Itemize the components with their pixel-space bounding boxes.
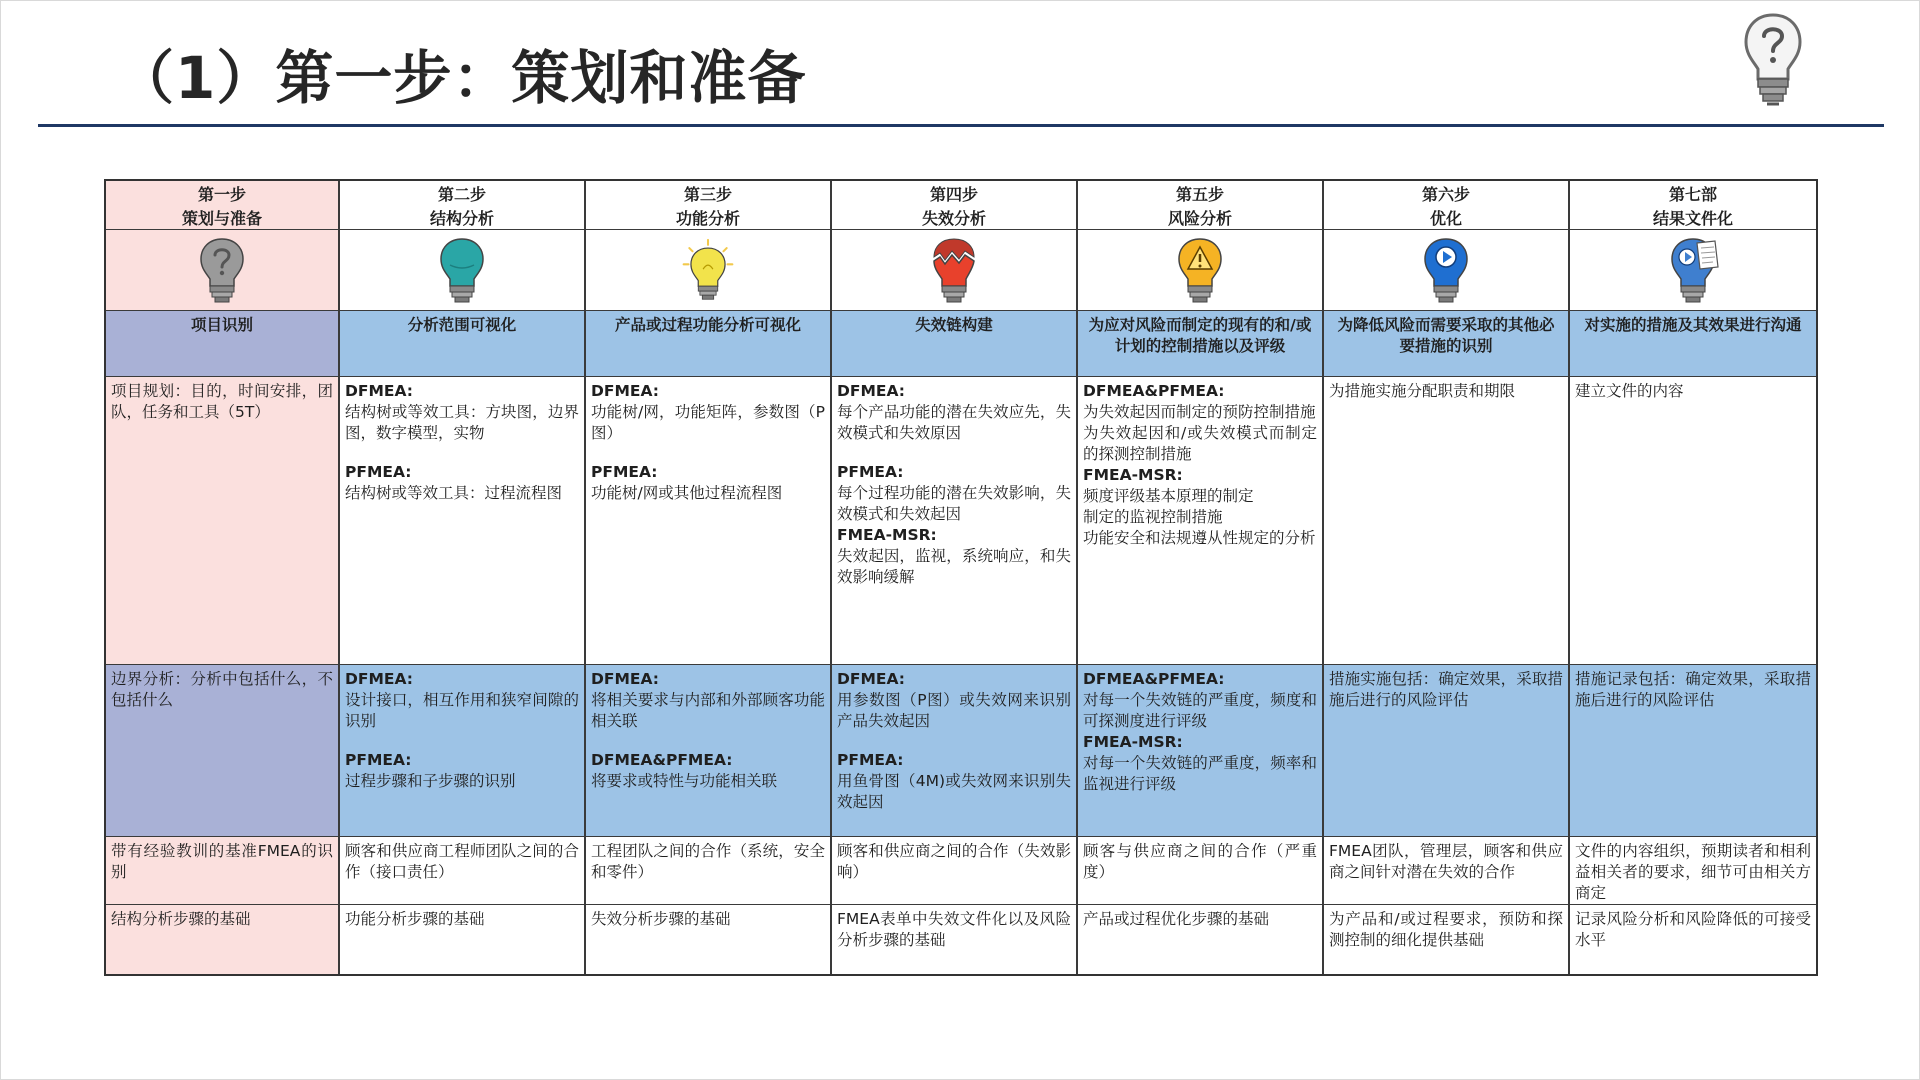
cell-text: 对每一个失效链的严重度，频度和可探测度进行评级 <box>1083 691 1317 730</box>
spacer <box>837 732 1071 750</box>
cell-text: 过程步骤和子步骤的识别 <box>345 772 516 790</box>
table-cell <box>832 905 1078 974</box>
cell-text: 用参数图（P图）或失效网来识别产品失效起因 <box>837 691 1071 730</box>
step-header-text <box>1570 181 1816 229</box>
cell-text: 对每一个失效链的严重度，频率和监视进行评级 <box>1083 754 1317 793</box>
cell-heading: FMEA-MSR: <box>1083 733 1183 751</box>
step-number: 第六步 <box>1421 185 1470 204</box>
cell-text: 带有经验教训的基准FMEA的识别 <box>111 842 333 881</box>
fmea-steps-table <box>104 179 1816 968</box>
cell-heading: PFMEA: <box>591 463 658 481</box>
table-cell <box>340 905 586 974</box>
cell-heading: DFMEA&PFMEA: <box>1083 670 1225 688</box>
cell-text: 设计接口，相互作用和狭窄间隙的识别 <box>345 691 579 730</box>
step-subtitle: 分析范围可视化 <box>407 316 517 334</box>
cell-heading: DFMEA: <box>591 382 659 400</box>
step-number: 第二步 <box>437 185 486 204</box>
cell-text: 结构树或等效工具：过程流程图 <box>345 484 563 502</box>
step-number: 第四步 <box>929 185 978 204</box>
step-subtitle-cell <box>1324 311 1570 377</box>
cell-text: 项目规划：目的，时间安排，团队，任务和工具（5T） <box>111 382 333 421</box>
step-header-text <box>1324 181 1568 229</box>
cell-text: 失效分析步骤的基础 <box>591 910 731 928</box>
step-header-text <box>832 181 1076 229</box>
question-bulb-icon <box>196 235 248 305</box>
spacer <box>345 444 579 462</box>
cell-heading: DFMEA: <box>345 670 413 688</box>
table-cell <box>340 377 586 665</box>
cell-text: 措施实施包括：确定效果，采取措施后进行的风险评估 <box>1329 670 1563 709</box>
step-subtitle: 对实施的措施及其效果进行沟通 <box>1584 316 1802 334</box>
cell-text: 失效起因，监视，系统响应，和失效影响缓解 <box>837 547 1071 586</box>
table-cell <box>1324 377 1570 665</box>
table-cell <box>1570 905 1816 974</box>
table-cell <box>1078 665 1324 837</box>
table-cell <box>1324 837 1570 905</box>
cell-heading: DFMEA&PFMEA: <box>591 751 733 769</box>
cell-text: 每个产品功能的潜在失效应先，失效模式和失效原因 <box>837 403 1071 442</box>
step-icon-cell <box>832 230 1078 311</box>
table-cell <box>586 377 832 665</box>
cell-text: 结构分析步骤的基础 <box>111 910 251 928</box>
spacer <box>591 732 825 750</box>
step-name: 优化 <box>1429 209 1462 228</box>
step-icon-cell <box>1324 230 1570 311</box>
step-subtitle-cell <box>340 311 586 377</box>
cell-heading: DFMEA&PFMEA: <box>1083 382 1225 400</box>
cell-text: 频度评级基本原理的制定 制定的监视控制措施 功能安全和法规遵从性规定的分析 <box>1083 487 1316 547</box>
warning-bulb-icon <box>1174 235 1226 305</box>
cell-text: 每个过程功能的潜在失效影响，失效模式和失效起因 <box>837 484 1071 523</box>
step-name: 策划与准备 <box>181 209 262 228</box>
table-cell <box>1324 665 1570 837</box>
step-icon-cell <box>586 230 832 311</box>
step-subtitle-cell <box>586 311 832 377</box>
cell-text: 为失效起因而制定的预防控制措施 为失效起因和/或失效模式而制定的探测控制措施 <box>1083 403 1317 463</box>
cell-text: 产品或过程优化步骤的基础 <box>1083 910 1270 928</box>
table-cell <box>832 377 1078 665</box>
cell-text: 顾客与供应商之间的合作（严重度） <box>1083 842 1317 881</box>
cell-text: 记录风险分析和风险降低的可接受水平 <box>1575 910 1811 949</box>
broken-bulb-icon <box>928 235 980 305</box>
lit-bulb-icon <box>682 235 734 305</box>
cell-text: 建立文件的内容 <box>1575 382 1684 400</box>
table-cell <box>106 837 340 905</box>
cell-text: 功能分析步骤的基础 <box>345 910 485 928</box>
spacer <box>837 444 1071 462</box>
step-subtitle: 为降低风险而需要采取的其他必要措施的识别 <box>1337 316 1555 355</box>
step-header-1 <box>106 181 340 230</box>
cell-text: 将相关要求与内部和外部顾客功能相关联 <box>591 691 825 730</box>
step-name: 功能分析 <box>675 209 740 228</box>
step-header-text <box>586 181 830 229</box>
cell-heading: FMEA-MSR: <box>1083 466 1183 484</box>
question-bulb-icon <box>1739 9 1807 109</box>
step-header-7 <box>1570 181 1816 230</box>
cell-text: 为产品和/或过程要求，预防和探测控制的细化提供基础 <box>1329 910 1563 949</box>
cell-text: 结构树或等效工具：方块图，边界图，数字模型，实物 <box>345 403 579 442</box>
cell-text: 为措施实施分配职责和期限 <box>1329 382 1516 400</box>
table-cell <box>340 837 586 905</box>
cell-text: FMEA表单中失效文件化以及风险分析步骤的基础 <box>837 910 1071 949</box>
table-cell <box>1078 905 1324 974</box>
step-name: 失效分析 <box>921 209 986 228</box>
step-subtitle-cell <box>1570 311 1816 377</box>
cell-heading: PFMEA: <box>345 751 412 769</box>
step-subtitle-cell <box>832 311 1078 377</box>
table-cell <box>1570 377 1816 665</box>
table-cell <box>832 665 1078 837</box>
table-cell <box>106 665 340 837</box>
cell-text: 工程团队之间的合作（系统，安全和零件） <box>591 842 825 881</box>
table-cell <box>1324 905 1570 974</box>
table-cell <box>1570 837 1816 905</box>
table-cell <box>1078 837 1324 905</box>
cell-heading: DFMEA: <box>345 382 413 400</box>
document-bulb-icon <box>1667 235 1719 305</box>
cell-heading: PFMEA: <box>837 463 904 481</box>
cell-heading: PFMEA: <box>345 463 412 481</box>
title-underline <box>38 124 1884 127</box>
cell-heading: DFMEA: <box>591 670 659 688</box>
cell-text: 功能树/网，功能矩阵，参数图（P图） <box>591 403 825 442</box>
spacer <box>345 732 579 750</box>
step-name: 结构分析 <box>429 209 494 228</box>
cell-text: 功能树/网或其他过程流程图 <box>591 484 783 502</box>
step-subtitle-cell <box>1078 311 1324 377</box>
step-header-text <box>106 181 338 229</box>
play-bulb-icon <box>1420 235 1472 305</box>
cell-text: 顾客和供应商之间的合作（失效影响） <box>837 842 1071 881</box>
step-number: 第七部 <box>1668 185 1717 204</box>
step-header-4 <box>832 181 1078 230</box>
table-cell <box>586 837 832 905</box>
cell-text: 措施记录包括：确定效果，采取措施后进行的风险评估 <box>1575 670 1811 709</box>
cell-heading: PFMEA: <box>837 751 904 769</box>
page-title: （1）第一步：策划和准备 <box>116 44 807 112</box>
cell-heading: DFMEA: <box>837 670 905 688</box>
step-number: 第三步 <box>683 185 732 204</box>
cell-text: FMEA团队，管理层，顾客和供应商之间针对潜在失效的合作 <box>1329 842 1563 881</box>
step-subtitle: 为应对风险而制定的现有的和/或计划的控制措施以及评级 <box>1088 316 1312 355</box>
step-icon-cell <box>1570 230 1816 311</box>
cell-heading: DFMEA: <box>837 382 905 400</box>
teal-bulb-icon <box>436 235 488 305</box>
cell-text: 边界分析：分析中包括什么，不包括什么 <box>111 670 333 709</box>
cell-text: 文件的内容组织，预期读者和相利益相关者的要求，细节可由相关方商定 <box>1575 842 1811 902</box>
step-subtitle-cell <box>106 311 340 377</box>
step-icon-cell <box>340 230 586 311</box>
table-cell <box>1078 377 1324 665</box>
step-number: 第一步 <box>197 185 246 204</box>
step-header-5 <box>1078 181 1324 230</box>
step-subtitle: 失效链构建 <box>915 316 993 334</box>
step-header-6 <box>1324 181 1570 230</box>
table-cell <box>586 905 832 974</box>
table-cell <box>106 377 340 665</box>
step-subtitle: 项目识别 <box>190 316 253 334</box>
table-cell <box>586 665 832 837</box>
table-cell <box>1570 665 1816 837</box>
step-name: 结果文件化 <box>1652 209 1733 228</box>
step-icon-cell <box>106 230 340 311</box>
step-icon-cell <box>1078 230 1324 311</box>
step-number: 第五步 <box>1175 185 1224 204</box>
step-header-3 <box>586 181 832 230</box>
table-cell <box>340 665 586 837</box>
cell-heading: FMEA-MSR: <box>837 526 937 544</box>
cell-text: 顾客和供应商工程师团队之间的合作（接口责任） <box>345 842 579 881</box>
step-subtitle: 产品或过程功能分析可视化 <box>614 316 801 334</box>
cell-text: 用鱼骨图（4M)或失效网来识别失效起因 <box>837 772 1071 811</box>
table-cell <box>106 905 340 974</box>
table-cell <box>832 837 1078 905</box>
step-header-text <box>340 181 584 229</box>
spacer <box>591 444 825 462</box>
step-header-2 <box>340 181 586 230</box>
step-name: 风险分析 <box>1167 209 1232 228</box>
cell-text: 将要求或特性与功能相关联 <box>591 772 778 790</box>
step-header-text <box>1078 181 1322 229</box>
